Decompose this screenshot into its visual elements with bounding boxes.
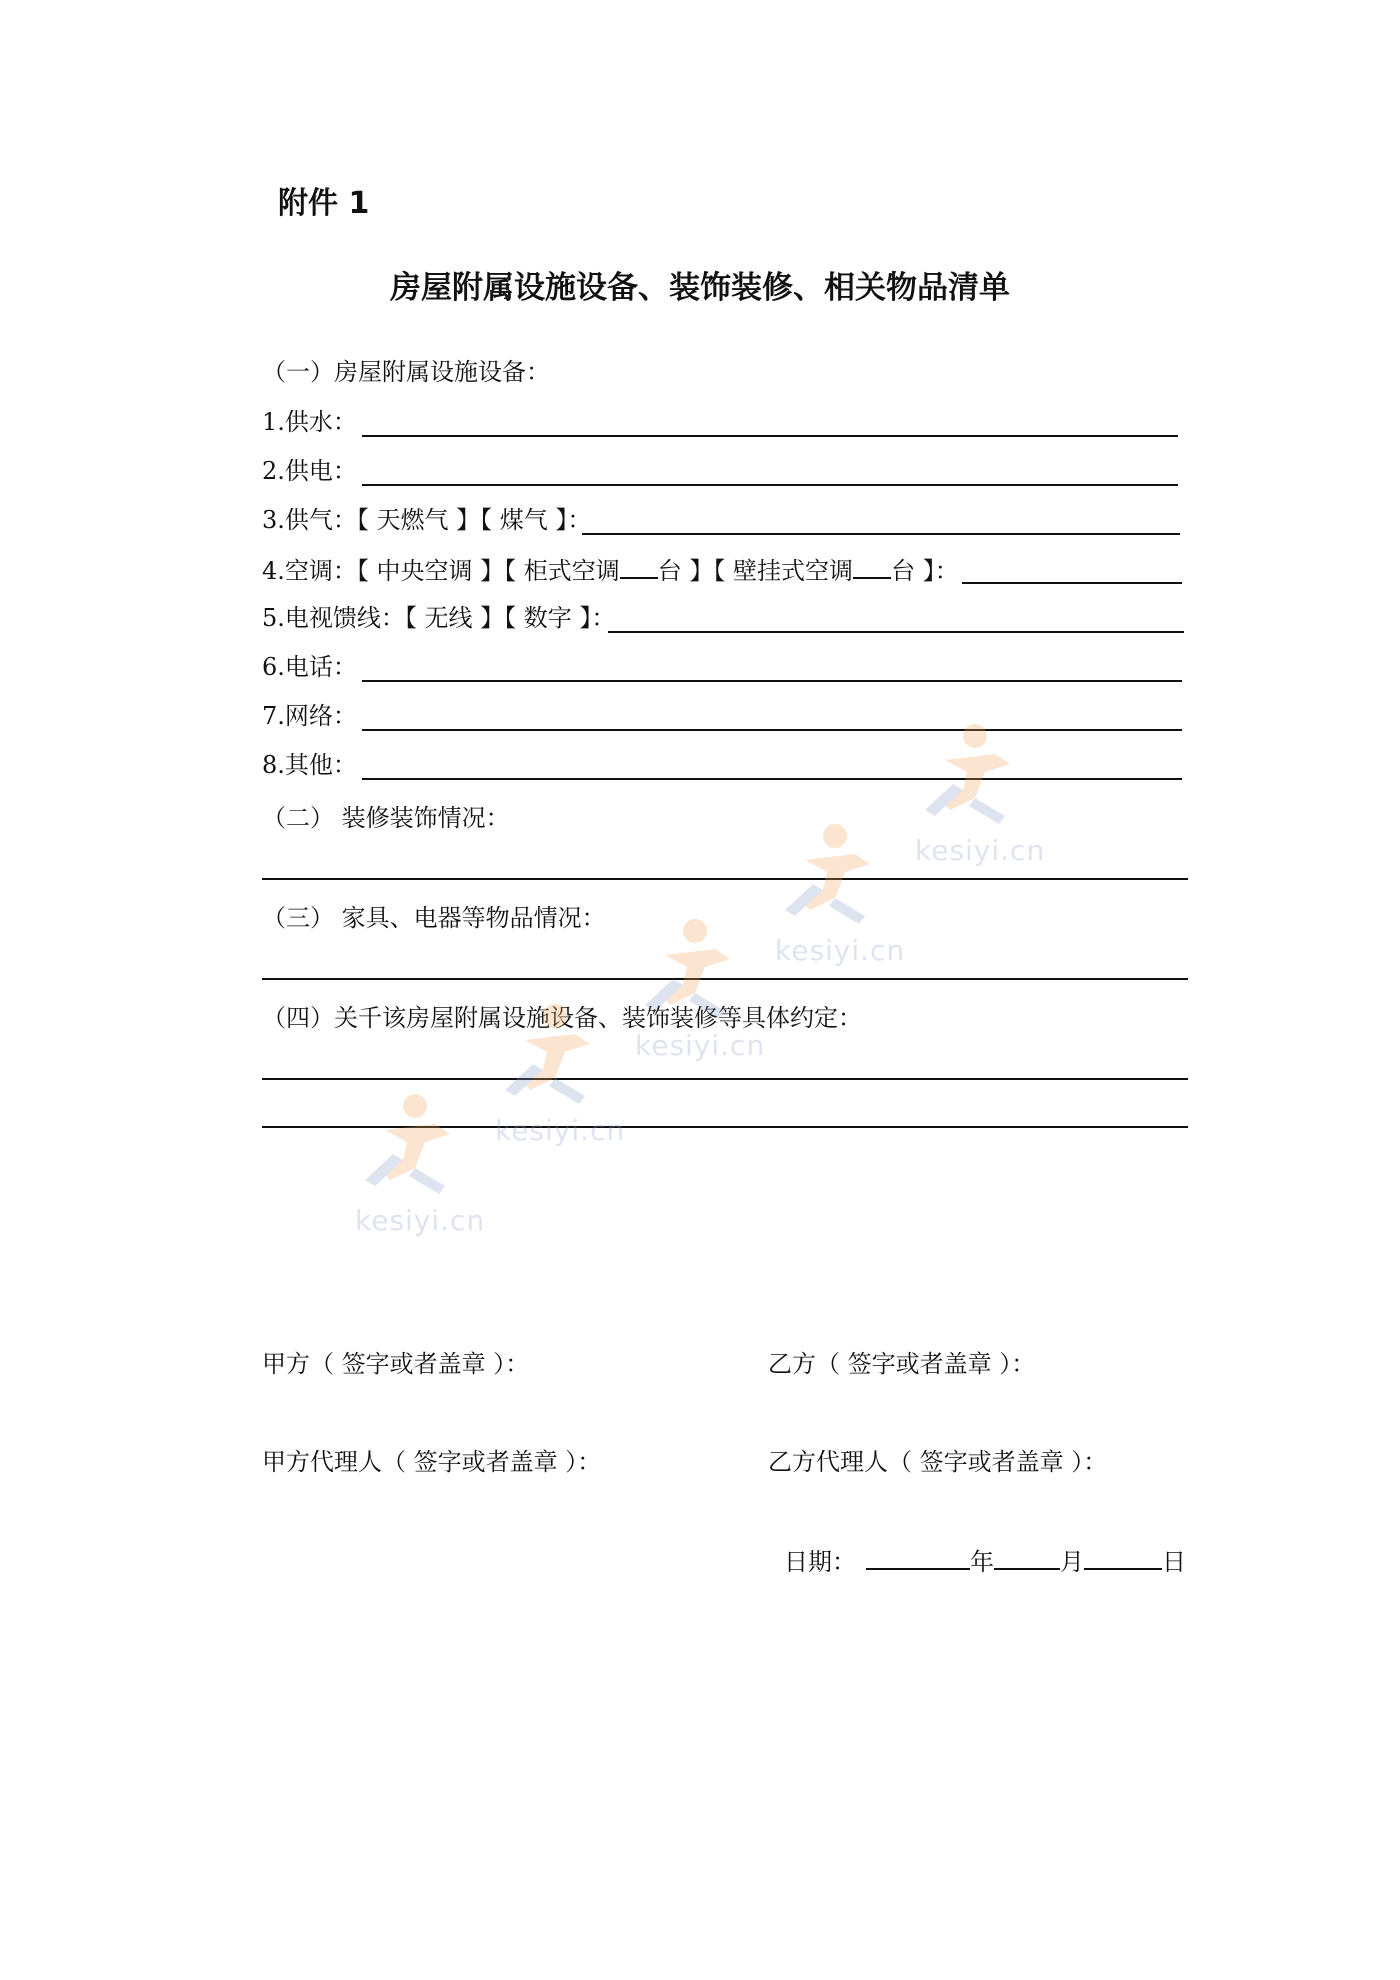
runner-logo-icon bbox=[775, 820, 895, 930]
ac-cabinet-count-blank[interactable] bbox=[620, 553, 658, 579]
section3-line[interactable] bbox=[262, 978, 1188, 980]
watermark-text: kesiyi.cn bbox=[495, 1114, 626, 1147]
section4-heading: （四）关千该房屋附属设施设备、装饰装修等具体约定： bbox=[262, 1004, 862, 1032]
ac-wall-count-blank[interactable] bbox=[853, 553, 891, 579]
watermark bbox=[635, 915, 765, 1062]
item-phone-line[interactable] bbox=[362, 680, 1182, 682]
item-gas-label: 3.供气：【 天燃气 】【 煤气 】： bbox=[262, 506, 592, 534]
agent-a-signature-label: 甲方代理人（ 签字或者盖章 ）： bbox=[262, 1448, 602, 1476]
date-day-label: 日 bbox=[1162, 1548, 1186, 1576]
section2-line[interactable] bbox=[262, 878, 1188, 880]
item-ac-mid: 台 】【 壁挂式空调 bbox=[657, 557, 854, 585]
attachment-label: 附件 1 bbox=[278, 186, 370, 221]
party-b-signature-label: 乙方（ 签字或者盖章 ）： bbox=[768, 1350, 1036, 1378]
item-ac-suffix: 台 】： bbox=[891, 557, 959, 585]
party-a-signature-label: 甲方（ 签字或者盖章 ）： bbox=[262, 1350, 530, 1378]
section3-heading: （三） 家具、电器等物品情况： bbox=[262, 904, 606, 932]
date-year-label: 年 bbox=[970, 1548, 994, 1576]
item-other-line[interactable] bbox=[362, 778, 1182, 780]
date-month-blank[interactable] bbox=[994, 1544, 1060, 1570]
watermark-text: kesiyi.cn bbox=[775, 934, 906, 967]
section1-heading: （一）房屋附属设施设备： bbox=[262, 358, 550, 386]
date-day-blank[interactable] bbox=[1084, 1544, 1162, 1570]
watermark bbox=[775, 820, 905, 967]
item-water-label: 1.供水： bbox=[262, 408, 357, 436]
section4-line-2[interactable] bbox=[262, 1126, 1188, 1128]
item-phone-label: 6.电话： bbox=[262, 653, 357, 681]
watermark bbox=[915, 720, 1045, 867]
runner-logo-icon bbox=[355, 1090, 475, 1200]
section2-heading: （二） 装修装饰情况： bbox=[262, 804, 510, 832]
item-power-line[interactable] bbox=[362, 484, 1178, 486]
date-row bbox=[784, 1544, 1186, 1578]
item-gas-line[interactable] bbox=[582, 533, 1180, 535]
item-power-label: 2.供电： bbox=[262, 457, 357, 485]
watermark-text: kesiyi.cn bbox=[355, 1204, 486, 1237]
item-other-label: 8.其他： bbox=[262, 751, 357, 779]
date-label: 日期： bbox=[784, 1548, 856, 1576]
document-title bbox=[0, 262, 1400, 307]
date-year-blank[interactable] bbox=[866, 1544, 970, 1570]
item-network-line[interactable] bbox=[362, 729, 1182, 731]
watermark-text: kesiyi.cn bbox=[915, 834, 1046, 867]
date-month-label: 月 bbox=[1060, 1548, 1084, 1576]
item-water-line[interactable] bbox=[362, 435, 1178, 437]
item-ac-line[interactable] bbox=[962, 582, 1182, 584]
section4-line-1[interactable] bbox=[262, 1078, 1188, 1080]
item-tv-line[interactable] bbox=[608, 631, 1184, 633]
item-network-label: 7.网络： bbox=[262, 702, 357, 730]
agent-b-signature-label: 乙方代理人（ 签字或者盖章 ）： bbox=[768, 1448, 1108, 1476]
watermark bbox=[355, 1090, 485, 1237]
runner-logo-icon bbox=[915, 720, 1035, 830]
item-tv-label: 5.电视馈线：【 无线 】【 数字 】： bbox=[262, 604, 616, 632]
item-ac-prefix: 4.空调：【 中央空调 】【 柜式空调 bbox=[262, 557, 620, 585]
watermark-text: kesiyi.cn bbox=[635, 1029, 766, 1062]
item-ac-row bbox=[262, 553, 959, 587]
document-title-text: 房屋附属设施设备、装饰装修、相关物品清单 bbox=[390, 270, 1010, 306]
